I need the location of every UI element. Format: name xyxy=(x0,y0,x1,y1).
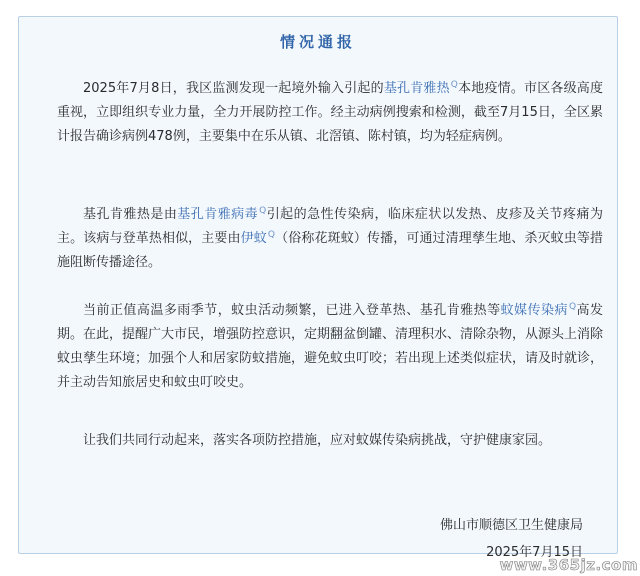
site-watermark: www.365jz.com xyxy=(499,556,638,574)
paragraph-call-to-action: 让我们共同行动起来，落实各项防控措施，应对蚊媒传染病挑战，守护健康家园。 xyxy=(83,433,552,448)
issuer-name: 佛山市顺德区卫生健康局 xyxy=(439,518,583,533)
link-chikungunya-fever[interactable]: 基孔肯雅热 xyxy=(383,81,450,96)
link-chikungunya-virus[interactable]: 基孔肯雅病毒 xyxy=(177,207,259,222)
issue-date: 2025年7月15日 xyxy=(486,545,583,560)
search-icon[interactable]: Q xyxy=(267,229,276,240)
paragraph-prevention-text-2: 高发期。在此，提醒广大市民，增强防控意识，定期翻盆倒罐、清理积水、清除杂物，从源头上消除蚊虫孳生环境；加强个人和居家防蚊措施，避免蚊虫叮咬；若出现上述类似症状，请及时就诊，并主动告知旅居史和蚊虫叮咬史。 xyxy=(57,303,604,390)
search-icon[interactable]: Q xyxy=(568,301,577,312)
paragraph-outbreak xyxy=(57,77,603,149)
paragraph-disease-text-2: 引起的急性传染病，临床症状以发热、皮疹及关节疼痛为主。该病与登革热相似，主要由 xyxy=(57,207,603,246)
paragraph-disease-text-3: （俗称花斑蚊）传播，可通过清理孳生地、杀灭蚊虫等措施阻断传播途径。 xyxy=(57,231,603,270)
notice-title: 情况通报 xyxy=(279,33,356,51)
link-aedes-mosquito[interactable]: 伊蚊 xyxy=(240,231,267,246)
paragraph-outbreak-text-1: 2025年7月8日，我区监测发现一起境外输入引起的 xyxy=(83,81,384,96)
notice-card xyxy=(18,16,618,560)
paragraph-prevention xyxy=(57,299,603,395)
paragraph-disease-info xyxy=(57,203,603,275)
search-icon[interactable]: Q xyxy=(259,205,267,216)
search-icon[interactable]: Q xyxy=(450,79,458,90)
paragraph-prevention-text-1: 当前正值高温多雨季节，蚊虫活动频繁，已进入登革热、基孔肯雅热等 xyxy=(83,303,501,318)
link-mosquito-borne-disease[interactable]: 蚊媒传染病 xyxy=(500,303,568,318)
paragraph-disease-text-1: 基孔肯雅热是由 xyxy=(83,207,178,222)
paragraph-outbreak-text-2: 本地疫情。市区各级高度重视，立即组织专业力量，全力开展防控工作。经主动病例搜索和检测，截至7月15日，全区累计报告确诊病例478例，主要集中在乐从镇、北滘镇、陈村镇，均为轻症病例。 xyxy=(57,81,603,144)
